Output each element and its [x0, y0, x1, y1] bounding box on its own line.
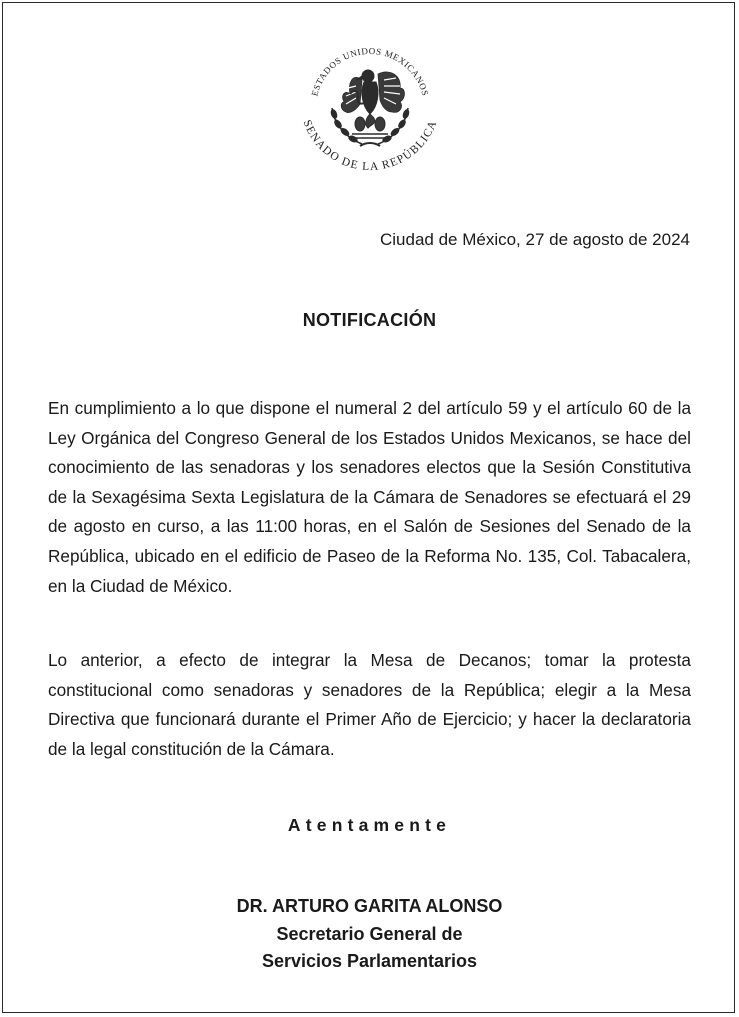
seal-top-text: ESTADOS UNIDOS MEXICANOS [309, 45, 431, 98]
signature-block [0, 893, 739, 976]
signatory-position-line-1: Secretario General de [276, 923, 463, 944]
document-date: Ciudad de México, 27 de agosto de 2024 [379, 230, 690, 249]
body-paragraph-2: Lo anterior, a efecto de integrar la Mesa de Decanos; tomar la protesta constitucional como senadoras y senadores de la República; elegir a la Mesa Directiva que funcionará durante el Primer Año de Ejercicio; y hacer la declaratoria de la legal constitución de la Cámara. [48, 650, 691, 759]
closing-salutation: Atentamente [287, 815, 452, 835]
coat-of-arms-eagle-icon [290, 28, 450, 188]
seal-bottom-text: SENADO DE LA REPÚBLICA [300, 118, 440, 174]
signatory-name: DR. ARTURO GARITA ALONSO [236, 896, 503, 916]
signatory-position-line-2: Servicios Parlamentarios [261, 951, 478, 971]
document-title: NOTIFICACIÓN [302, 310, 437, 330]
senate-seal [290, 28, 450, 188]
body-paragraph-1: En cumplimiento a lo que dispone el numeral 2 del artículo 59 y el artículo 60 de la Ley Orgánica del Congreso General de los Estados Unidos Mexicanos, se hace del conocimiento de las senadoras y los senadores electos que la Sesión Constitutiva de la Sexagésima Sexta Legislatura de la Cámara de Senadores se efectuará el 29 de agosto en curso, a las 11:00 horas, en el Salón de Sesiones del Senado de la República, ubicado en el edificio de Paseo de la Reforma No. 135, Col. Tabacalera, en la Ciudad de México. [48, 398, 691, 596]
